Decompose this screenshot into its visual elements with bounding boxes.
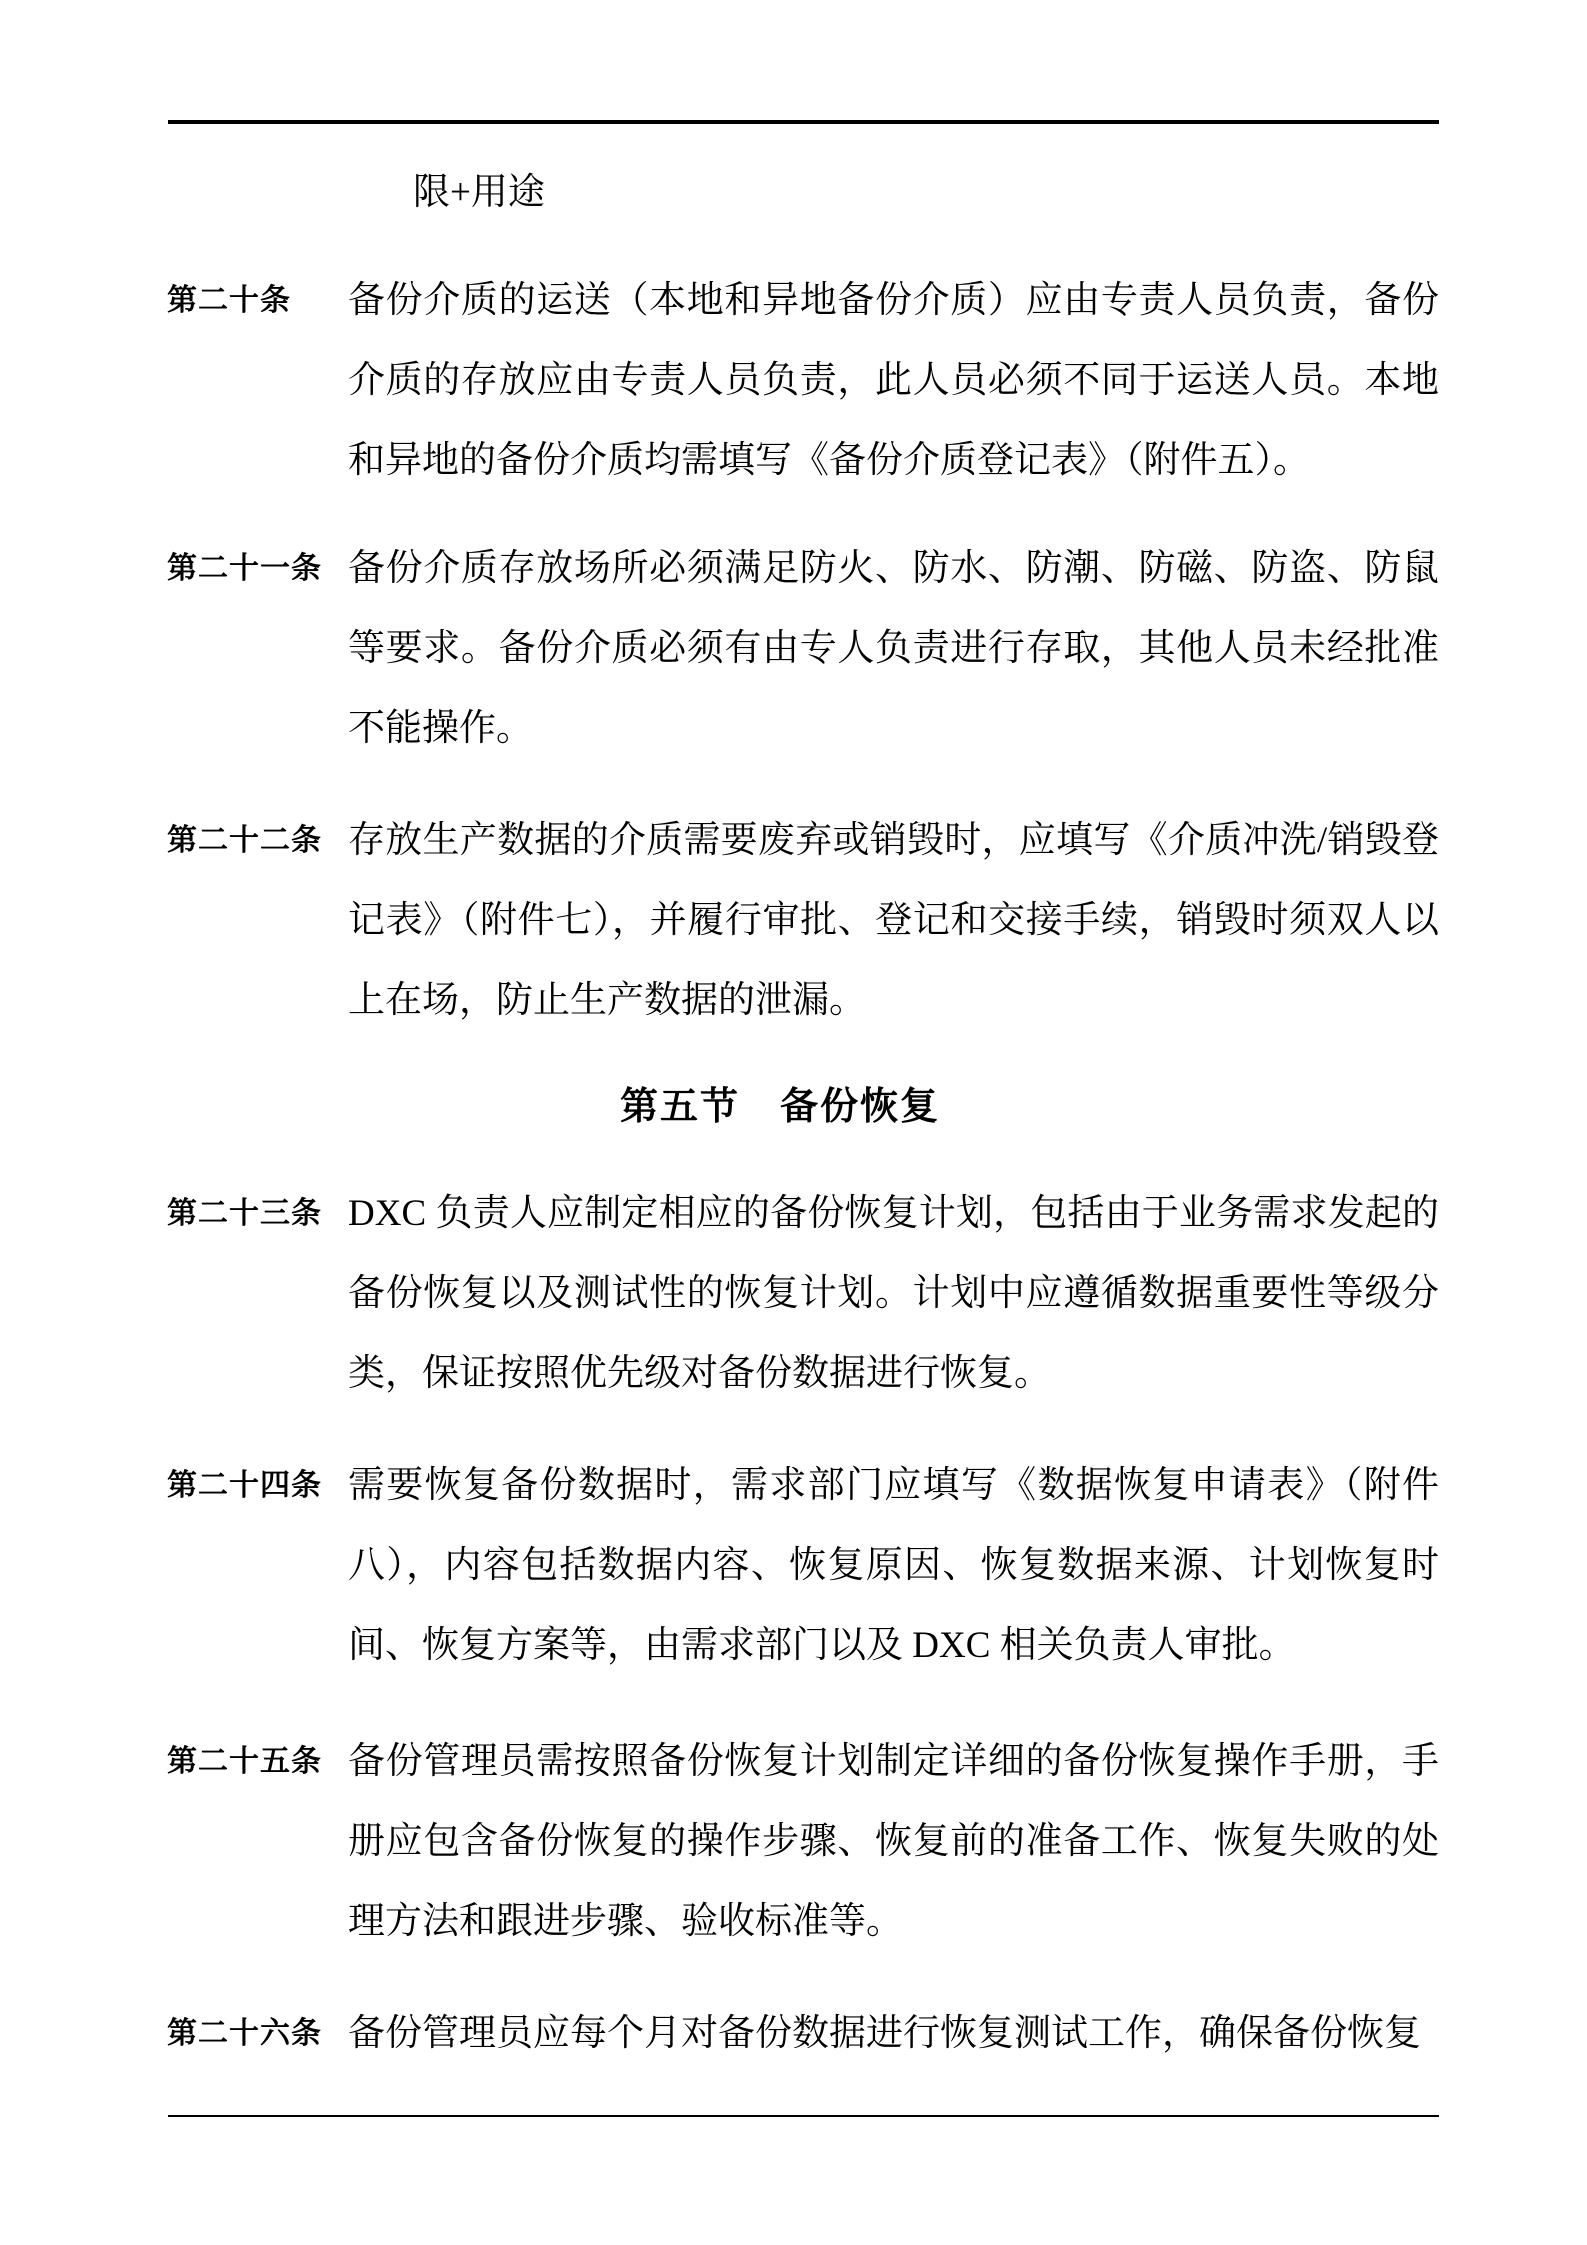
article-body-text: 备份介质的运送（本地和异地备份介质）应由专责人员负责，备份介质的存放应由专责人员负责，此人员必须不同于运送人员。本地和异地的备份介质均需填写《备份介质登记表》（附件五）。 <box>348 280 1439 481</box>
article-body-text: 存放生产数据的介质需要废弃或销毁时，应填写《介质冲洗/销毁登记表》（附件七），并履行审批、登记和交接手续，销毁时须双人以上在场，防止生产数据的泄漏。 <box>348 820 1439 1021</box>
article-row <box>167 1722 1439 1962</box>
article-number-label: 第二十二条 <box>167 824 322 857</box>
footer-rule <box>168 2115 1439 2117</box>
article-row <box>167 261 1439 501</box>
article-number-label: 第二十四条 <box>167 1469 322 1502</box>
carryover-text-fragment: 限+用途 <box>413 172 545 213</box>
article-number-label: 第二十六条 <box>167 2017 322 2050</box>
article-row <box>167 1994 1439 2074</box>
header-rule <box>168 120 1439 124</box>
article-number-label: 第二十条 <box>167 284 291 317</box>
article-body-text: 备份管理员应每个月对备份数据进行恢复测试工作，确保备份恢复 <box>348 2013 1421 2054</box>
article-row <box>167 801 1439 1041</box>
article-body-text: DXC 负责人应制定相应的备份恢复计划，包括由于业务需求发起的备份恢复以及测试性的恢复计划。计划中应遵循数据重要性等级分类，保证按照优先级对备份数据进行恢复。 <box>348 1193 1439 1394</box>
article-body-text: 需要恢复备份数据时，需求部门应填写《数据恢复申请表》（附件八），内容包括数据内容、恢复原因、恢复数据来源、计划恢复时间、恢复方案等，由需求部门以及 DXC 相关负责人审批。 <box>348 1465 1439 1666</box>
article-number-label: 第二十三条 <box>167 1197 322 1230</box>
article-row <box>167 529 1439 769</box>
article-body-text: 备份介质存放场所必须满足防火、防水、防潮、防磁、防盗、防鼠等要求。备份介质必须有由专人负责进行存取，其他人员未经批准不能操作。 <box>348 548 1439 749</box>
article-number-label: 第二十一条 <box>167 552 322 585</box>
section-heading: 第五节 备份恢复 <box>619 1086 940 1128</box>
article-row <box>167 1446 1439 1686</box>
article-number-label: 第二十五条 <box>167 1745 322 1778</box>
article-row <box>167 1174 1439 1414</box>
article-body-text: 备份管理员需按照备份恢复计划制定详细的备份恢复操作手册，手册应包含备份恢复的操作步骤、恢复前的准备工作、恢复失败的处理方法和跟进步骤、验收标准等。 <box>348 1741 1439 1942</box>
